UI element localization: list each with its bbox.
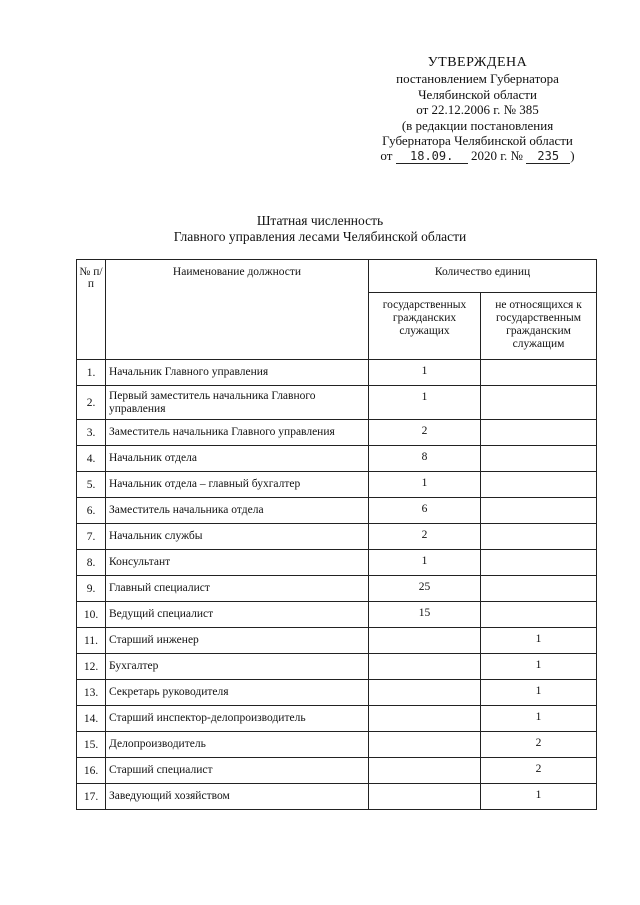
document-title: [0, 213, 640, 245]
row-noncivil-count: 1: [481, 654, 597, 680]
row-position: Заместитель начальника Главного управления: [106, 420, 369, 446]
table-row: [77, 576, 597, 602]
row-civil-count: [369, 628, 481, 654]
row-civil-count: [369, 680, 481, 706]
row-noncivil-count: 1: [481, 784, 597, 810]
row-number: 11.: [77, 628, 106, 654]
row-number: 16.: [77, 758, 106, 784]
row-position: Бухгалтер: [106, 654, 369, 680]
row-number: 15.: [77, 732, 106, 758]
table-row: [77, 386, 597, 420]
row-civil-count: [369, 732, 481, 758]
row-position: Заведующий хозяйством: [106, 784, 369, 810]
row-civil-count: 1: [369, 472, 481, 498]
approval-line-6: [360, 148, 595, 164]
handwritten-number: 235: [526, 150, 570, 164]
row-civil-count: [369, 706, 481, 732]
row-noncivil-count: [481, 576, 597, 602]
row-position: Начальник службы: [106, 524, 369, 550]
table-row: [77, 680, 597, 706]
row-number: 7.: [77, 524, 106, 550]
row-number: 12.: [77, 654, 106, 680]
row-position: Ведущий специалист: [106, 602, 369, 628]
row-position: Старший специалист: [106, 758, 369, 784]
header-number: № п/п: [77, 260, 106, 360]
row-number: 4.: [77, 446, 106, 472]
row-number: 6.: [77, 498, 106, 524]
table-row: [77, 732, 597, 758]
approval-heading: УТВЕРЖДЕНА: [427, 55, 528, 70]
table-row: [77, 628, 597, 654]
table-row: [77, 706, 597, 732]
row-position: Начальник отдела – главный бухгалтер: [106, 472, 369, 498]
table-row: [77, 784, 597, 810]
table-row: [77, 360, 597, 386]
row-number: 9.: [77, 576, 106, 602]
row-civil-count: 25: [369, 576, 481, 602]
row-civil-count: 6: [369, 498, 481, 524]
row-number: 1.: [77, 360, 106, 386]
row-number: 8.: [77, 550, 106, 576]
row-noncivil-count: 1: [481, 706, 597, 732]
approval-close: ): [570, 148, 575, 164]
header-count: Количество единиц: [369, 260, 597, 293]
table-row: [77, 550, 597, 576]
row-noncivil-count: [481, 386, 597, 420]
row-noncivil-count: [481, 472, 597, 498]
approval-block: [360, 55, 595, 164]
row-position: Заместитель начальника отдела: [106, 498, 369, 524]
row-civil-count: 15: [369, 602, 481, 628]
row-civil-count: [369, 784, 481, 810]
row-position: Начальник Главного управления: [106, 360, 369, 386]
row-civil-count: 2: [369, 420, 481, 446]
row-number: 13.: [77, 680, 106, 706]
approval-line-5: Губернатора Челябинской области: [382, 133, 573, 149]
staff-table: [76, 259, 597, 810]
title-line-1: Штатная численность: [256, 213, 384, 228]
row-number: 2.: [77, 386, 106, 420]
row-position: Старший инженер: [106, 628, 369, 654]
row-civil-count: [369, 758, 481, 784]
title-line-2: Главного управления лесами Челябинской области: [173, 229, 467, 244]
row-noncivil-count: 2: [481, 732, 597, 758]
approval-line-4: (в редакции постановления: [401, 117, 554, 133]
header-position: Наименование должности: [106, 260, 369, 360]
row-civil-count: [369, 654, 481, 680]
row-number: 5.: [77, 472, 106, 498]
table-row: [77, 602, 597, 628]
row-number: 10.: [77, 602, 106, 628]
row-position: Делопроизводитель: [106, 732, 369, 758]
row-noncivil-count: 2: [481, 758, 597, 784]
table-row: [77, 446, 597, 472]
approval-line-1: постановлением Губернатора: [396, 71, 559, 87]
row-noncivil-count: 1: [481, 680, 597, 706]
row-position: Начальник отдела: [106, 446, 369, 472]
row-number: 14.: [77, 706, 106, 732]
row-position: Главный специалист: [106, 576, 369, 602]
row-number: 3.: [77, 420, 106, 446]
row-civil-count: 8: [369, 446, 481, 472]
row-noncivil-count: [481, 360, 597, 386]
row-civil-count: 2: [369, 524, 481, 550]
row-noncivil-count: [481, 602, 597, 628]
row-position: Первый заместитель начальника Главного управления: [106, 386, 369, 420]
row-position: Секретарь руководителя: [106, 680, 369, 706]
table-body: [77, 360, 597, 810]
table-row: [77, 524, 597, 550]
row-noncivil-count: [481, 550, 597, 576]
table-row: [77, 420, 597, 446]
header-civil: государственных гражданских служащих: [369, 293, 481, 360]
table-row: [77, 498, 597, 524]
handwritten-date: 18.09.: [396, 150, 468, 164]
row-civil-count: 1: [369, 386, 481, 420]
approval-from: от: [380, 148, 393, 164]
table-row: [77, 758, 597, 784]
row-position: Старший инспектор-делопроизводитель: [106, 706, 369, 732]
table-row: [77, 654, 597, 680]
row-position: Консультант: [106, 550, 369, 576]
row-number: 17.: [77, 784, 106, 810]
row-noncivil-count: [481, 446, 597, 472]
row-noncivil-count: [481, 498, 597, 524]
approval-year: 2020 г. №: [470, 148, 523, 164]
table-row: [77, 472, 597, 498]
row-civil-count: 1: [369, 360, 481, 386]
approval-line-2: Челябинской области: [418, 86, 537, 102]
approval-line-3: от 22.12.2006 г. № 385: [416, 102, 539, 118]
row-noncivil-count: 1: [481, 628, 597, 654]
row-noncivil-count: [481, 420, 597, 446]
row-civil-count: 1: [369, 550, 481, 576]
row-noncivil-count: [481, 524, 597, 550]
header-noncivil: не относящихся к государственным гражданским служащим: [481, 293, 597, 360]
